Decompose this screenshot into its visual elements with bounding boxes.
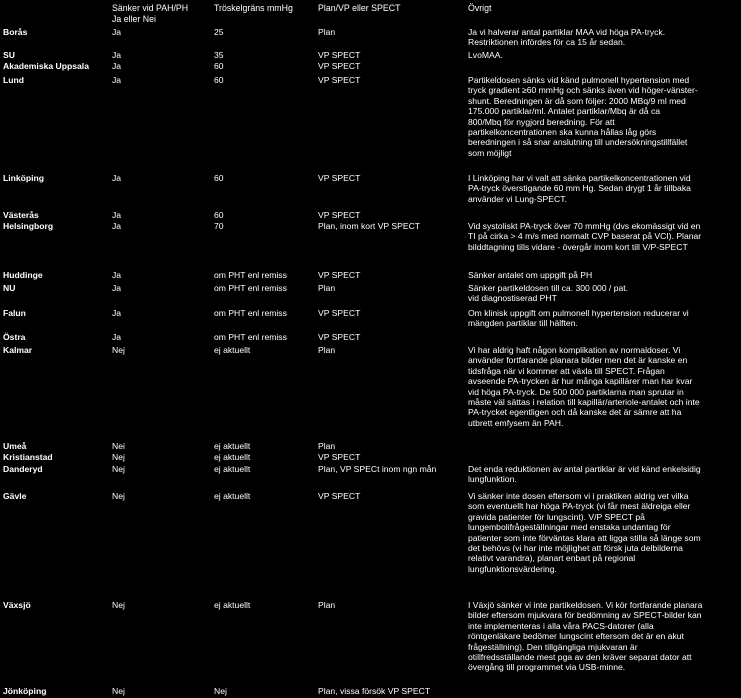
comment-cell <box>468 50 738 60</box>
threshold-cell: 35 <box>214 50 224 60</box>
comment-line: som möjligt <box>468 147 512 158</box>
comment-line: I Linköping har vi valt att sänka partikelkoncentrationen vid <box>468 173 691 183</box>
comment-line: Ja vi halverar antal partiklar MAA vid höga PA-tryck. <box>468 27 666 37</box>
comment-line: röntgenläkare bedömer lungscint eftersom det är en akut <box>468 631 684 642</box>
site-cell: Östra <box>3 332 26 342</box>
method-cell: VP SPECT <box>318 50 361 60</box>
threshold-cell: ej aktuellt <box>214 441 251 451</box>
comment-line: Vid systoliskt PA-tryck över 70 mmHg (dvs ekomässigt vid en <box>468 221 701 231</box>
site-cell: Gävle <box>3 491 27 501</box>
comment-line: patienter som inte förväntas klara att ligga stilla så länge som <box>468 532 701 543</box>
site-cell: SU <box>3 50 15 60</box>
comment-line: det behövs (vi har inte möjlighet att försk juta delbilderna <box>468 543 683 554</box>
threshold-cell: om PHT enl remiss <box>214 283 287 293</box>
comment-line: Sänker partikeldosen till ca. 300 000 / pat. <box>468 283 629 293</box>
comment-line: Om klinisk uppgift om pulmonell hypertension reducerar vi <box>468 308 689 318</box>
comment-line: övergång till programmet via USB-minne. <box>468 662 626 673</box>
method-cell: Plan, vissa försök VP SPECT <box>318 686 431 696</box>
site-cell: Jönköping <box>3 686 47 696</box>
site-cell: Danderyd <box>3 464 43 474</box>
method-cell: VP SPECT <box>318 75 361 85</box>
header-pah-line1: Sänker vid PAH/PH <box>112 3 189 13</box>
comment-line: mängden partiklar till hälften. <box>468 318 578 329</box>
pah-cell: Ja <box>112 308 122 318</box>
site-cell: Kalmar <box>3 345 33 355</box>
comment-line: lungfunktionsvärdering. <box>468 563 557 574</box>
header-method: Plan/VP eller SPECT <box>318 3 401 13</box>
pah-cell: Ja <box>112 210 122 220</box>
comment-line: tryck gradient ≥60 mmHg och sänks även vid höger-vänster- <box>468 85 698 96</box>
comment-cell <box>468 600 738 673</box>
method-cell: VP SPECT <box>318 332 361 342</box>
method-cell: Plan <box>318 283 336 293</box>
pah-cell: Ja <box>112 270 122 280</box>
method-cell: VP SPECT <box>318 61 361 71</box>
comment-line: 800/Mbq för nygjord beredning. För att <box>468 116 615 127</box>
comment-line: Vi har aldrig haft någon komplikation av normaldoser. Vi <box>468 345 681 355</box>
pah-cell: Nej <box>112 686 125 696</box>
threshold-cell: 70 <box>214 221 224 231</box>
pah-cell: Ja <box>112 50 122 60</box>
method-cell: Plan <box>318 27 336 37</box>
pah-cell: Ja <box>112 221 122 231</box>
comment-line: lungfunktion. <box>468 474 517 485</box>
comment-line: Det enda reduktionen av antal partiklar är vid känd enkelsidig <box>468 464 701 474</box>
site-cell: Lund <box>3 75 24 85</box>
comment-line: I Växjö sänker vi inte partikeldosen. Vi kör fortfarande planara <box>468 600 703 610</box>
method-cell: Plan <box>318 441 336 451</box>
threshold-cell: om PHT enl remiss <box>214 332 287 342</box>
comment-line: Restriktionen infördes för ca 15 år sedan. <box>468 37 626 48</box>
comment-line: TI på cirka > 4 m/s med normalt CVP baserat på VCI). Planar <box>468 231 702 242</box>
comment-line: frågeställning). Den tillgängliga mjukvaran är <box>468 641 638 652</box>
comment-line: lungembolifrågeställningar med enstaka undantag för <box>468 522 671 533</box>
site-cell: Akademiska Uppsala <box>3 61 89 71</box>
threshold-cell: 25 <box>214 27 224 37</box>
site-cell: Linköping <box>3 173 45 183</box>
header-pah <box>112 3 188 25</box>
method-cell: Plan, inom kort VP SPECT <box>318 221 421 231</box>
threshold-cell: ej aktuellt <box>214 464 251 474</box>
site-cell: Växsjö <box>3 600 31 610</box>
method-cell: Plan <box>318 345 336 355</box>
comment-line: Vi sänker inte dosen eftersom vi i praktiken aldrig vet vilka <box>468 491 689 501</box>
site-cell: NU <box>3 283 16 293</box>
comment-line: shunt. Beredningen är då som följer: 2000 MBq/9 ml med <box>468 95 686 106</box>
method-cell: VP SPECT <box>318 308 361 318</box>
pah-cell: Ja <box>112 283 122 293</box>
comment-cell <box>468 283 738 304</box>
comment-line: använder fortfarande planara bilder men det är kanske en <box>468 355 688 366</box>
method-cell: Plan, VP SPECt inom ngn mån <box>318 464 437 474</box>
threshold-cell: om PHT enl remiss <box>214 308 287 318</box>
comment-line: utbrett emfysem än PAH. <box>468 417 564 428</box>
threshold-cell: 60 <box>214 173 224 183</box>
comment-cell <box>468 75 738 158</box>
threshold-cell: 60 <box>214 61 224 71</box>
site-cell: Borås <box>3 27 28 37</box>
method-cell: VP SPECT <box>318 210 361 220</box>
comment-line: inte implementeras i alla våra PACS-datorer (alla <box>468 620 654 631</box>
threshold-cell: 60 <box>214 210 224 220</box>
site-cell: Kristianstad <box>3 452 53 462</box>
comment-line: vid diagnostiserad PHT <box>468 293 557 304</box>
pah-cell: Nej <box>112 600 125 610</box>
site-cell: Helsingborg <box>3 221 54 231</box>
pah-cell: Nej <box>112 491 125 501</box>
comment-cell <box>468 464 738 485</box>
pah-cell: Ja <box>112 173 122 183</box>
comment-line: tidsfråga när vi kommer att växla till SPECT. Frågan <box>468 365 665 376</box>
site-cell: Umeå <box>3 441 27 451</box>
comment-cell <box>468 491 738 574</box>
threshold-cell: ej aktuellt <box>214 600 251 610</box>
comment-line: 175.000 partiklar/ml. Antalet partiklar/Mbq är då ca <box>468 106 661 117</box>
comment-line: bilddtagning tills vidare - övergår inom kort till V/P-SPECT <box>468 241 688 252</box>
pah-cell: Ja <box>112 61 122 71</box>
method-cell: VP SPECT <box>318 491 361 501</box>
comment-cell <box>468 27 738 48</box>
comment-line: relativt varandra), planart enbart på regional <box>468 553 636 564</box>
threshold-cell: ej aktuellt <box>214 452 251 462</box>
comment-line: otillfredsställande mest pga av den kräver separat dator att <box>468 652 692 663</box>
threshold-cell: ej aktuellt <box>214 345 251 355</box>
threshold-cell: 60 <box>214 75 224 85</box>
comment-line: Sänker antalet om uppgift på PH <box>468 270 593 280</box>
comment-cell <box>468 345 738 428</box>
header-other: Övrigt <box>468 3 492 13</box>
method-cell: VP SPECT <box>318 270 361 280</box>
comment-line: måste väl sättas i relation till kapillär/arteriole-antalet och inte <box>468 397 700 408</box>
comment-line: använder vi Lung-SPECT. <box>468 193 567 204</box>
method-cell: VP SPECT <box>318 173 361 183</box>
comment-line: som eventuellt har höga PA-tryck (vi får mest äldreiga eller <box>468 501 691 512</box>
comment-cell <box>468 270 738 280</box>
site-cell: Falun <box>3 308 26 318</box>
threshold-cell: Nej <box>214 686 227 696</box>
threshold-cell: om PHT enl remiss <box>214 270 287 280</box>
comment-cell <box>468 308 738 329</box>
site-cell: Västerås <box>3 210 39 220</box>
comment-cell <box>468 173 738 204</box>
comment-line: avseende PA-trycken är hur många kapillärer man har kvar <box>468 376 693 387</box>
site-cell: Huddinge <box>3 270 43 280</box>
comment-cell <box>468 221 738 252</box>
comment-line: gravida patienter för lungscint). V/P SPECT på <box>468 511 645 522</box>
pah-cell: Nej <box>112 464 125 474</box>
comment-line: partikelkoncentrationen ska kunna hållas låg görs <box>468 127 657 138</box>
pah-cell: Ja <box>112 332 122 342</box>
comment-line: bilder eftersom mjukvara för bedömning av SPECT-bilder kan <box>468 610 702 621</box>
method-cell: Plan <box>318 600 336 610</box>
comment-line: PA-tryck överstigande 60 mm Hg. Sedan drygt 1 år tillbaka <box>468 183 691 194</box>
header-pah-line2: Ja eller Nei <box>112 14 157 24</box>
pah-cell: Nej <box>112 452 125 462</box>
comment-line: PA-trycket egentligen och då kanske det är sämre att ha <box>468 407 682 418</box>
comment-line: vid höga PA-tryck. De 500 000 partiklarna man sprutar in <box>468 386 684 397</box>
pah-cell: Nei <box>112 441 125 451</box>
comment-line: beredningen i så snar anslutning till undersökningstillfället <box>468 137 688 148</box>
pah-cell: Ja <box>112 75 122 85</box>
threshold-cell: ej aktuellt <box>214 491 251 501</box>
header-threshold: Tröskelgräns mmHg <box>214 3 293 13</box>
pah-cell: Nej <box>112 345 125 355</box>
comment-line: LvoMAA. <box>468 50 503 60</box>
pah-cell: Ja <box>112 27 122 37</box>
comment-line: Partikeldosen sänks vid känd pulmonell hypertension med <box>468 75 690 85</box>
method-cell: VP SPECT <box>318 452 361 462</box>
